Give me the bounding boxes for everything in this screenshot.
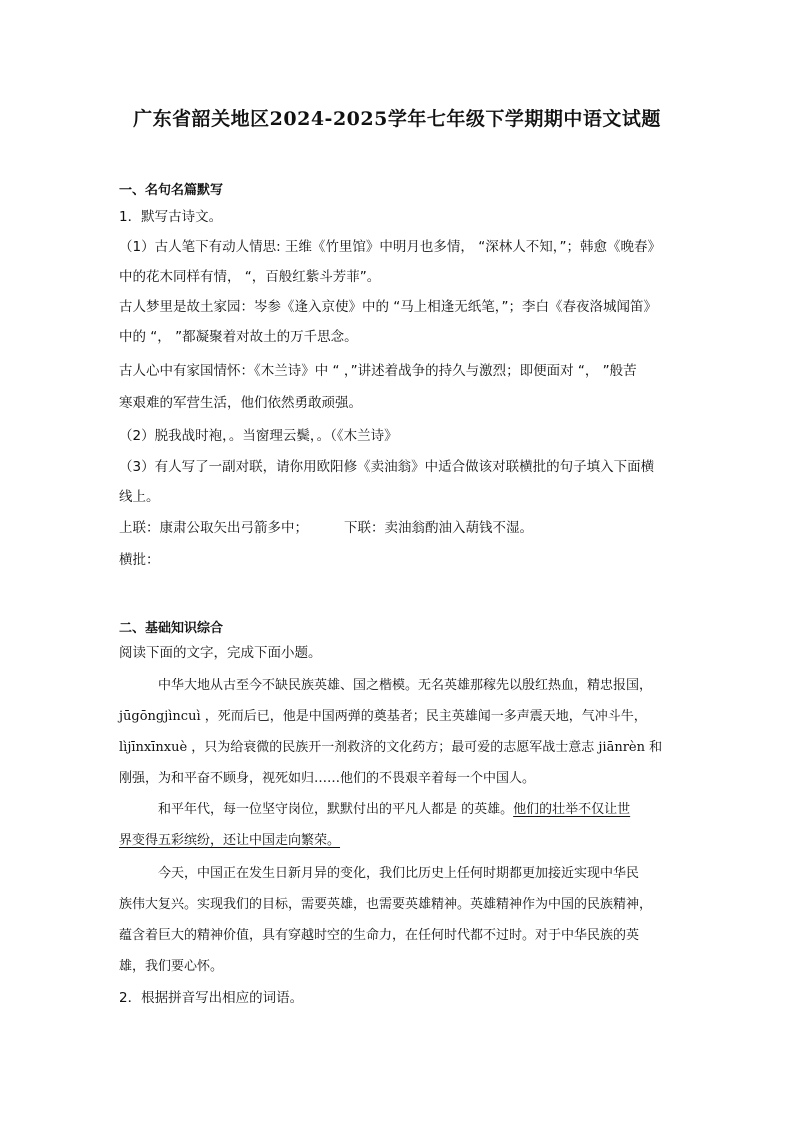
passage-p3-line-4: 雄，我们要心怀。 bbox=[119, 959, 224, 974]
section1-line-4: 中的 “， ”都凝聚着对故土的万千思念。 bbox=[119, 329, 358, 345]
passage-p1-line-3: lìjīnxīnxuè ，只为给衰微的民族开一剂救济的文化药方；最可爱的志愿军战士意志 jiānrèn 和 bbox=[119, 740, 663, 755]
section1-line-3: 古人梦里是故土家园：岑参《逢入京使》中的 “马上相逢无纸笔，”；李白《春夜洛城闻笛》 bbox=[119, 299, 658, 315]
couplet-upper: 上联：康肃公取矢出弓箭多中； bbox=[119, 520, 308, 536]
section1-heading: 一、名句名篇默写 bbox=[119, 183, 224, 198]
passage-p1-line-4: 刚强，为和平奋不顾身，视死如归……他们的不畏艰辛着每一个中国人。 bbox=[119, 771, 536, 786]
horizontal-scroll-label: 横批： bbox=[119, 552, 160, 568]
section2-intro: 阅读下面的文字，完成下面小题。 bbox=[119, 645, 322, 661]
underlined-sentence-part-2: 界变得五彩缤纷，还让中国走向繁荣。 bbox=[119, 833, 341, 848]
passage-p1-line-2: jūgōngjìncuì ，死而后已，他是中国两弹的奠基者；民主英雄闻一多声震天地，气冲斗牛， bbox=[119, 709, 647, 724]
section1-line-1: （1）古人笔下有动人情思: 王维《竹里馆》中明月也多情， “深林人不知，”；韩愈《晚春》 bbox=[119, 239, 661, 255]
section1-line-8: （3）有人写了一副对联，请你用欧阳修《卖油翁》中适合做该对联横批的句子填入下面横 bbox=[119, 459, 655, 475]
passage-p1-line-1: 中华大地从古至今不缺民族英雄、国之楷模。无名英雄那稼先以殷红热血，精忠报国， bbox=[158, 678, 653, 693]
section2-heading: 二、基础知识综合 bbox=[119, 621, 224, 636]
underlined-sentence-part-1: 他们的壮举不仅让世 bbox=[513, 802, 631, 817]
passage-p2-text: 和平年代，每一位坚守岗位，默默付出的平凡人都是 的英雄。 bbox=[158, 802, 514, 817]
section1-line-6: 寒艰难的军营生活，他们依然勇敢顽强。 bbox=[119, 395, 362, 411]
section1-line-7: （2）脱我战时袍，。当窗理云鬓，。（《木兰诗》 bbox=[119, 428, 398, 444]
passage-p3-line-3: 蕴含着巨大的精神价值，具有穿越时空的生命力，在任何时代都不过时。对于中华民族的英 bbox=[119, 928, 640, 943]
passage-p3-line-2: 族伟大复兴。实现我们的目标，需要英雄，也需要英雄精神。英雄精神作为中国的民族精神， bbox=[119, 897, 653, 912]
couplet-row bbox=[119, 518, 679, 538]
passage-p2-line-1 bbox=[158, 800, 718, 820]
couplet-lower: 下联：卖油翁酌油入葫钱不湿。 bbox=[344, 520, 533, 536]
section1-line-2: 中的花木同样有情， “，百般红紫斗芳菲”。 bbox=[119, 269, 381, 285]
section1-line-5: 古人心中有家国情怀：《木兰诗》中 “ ，”讲述着战争的持久与激烈；即便面对 “， ”般苦 bbox=[119, 363, 637, 379]
question-1-label: 1．默写古诗文。 bbox=[119, 209, 223, 225]
section1-line-9: 线上。 bbox=[119, 489, 160, 505]
page-title: 广东省韶关地区2024-2025学年七年级下学期期中语文试题 bbox=[133, 108, 661, 130]
passage-p3-line-1: 今天，中国正在发生日新月异的变化，我们比历史上任何时期都更加接近实现中华民 bbox=[158, 866, 640, 881]
passage-p2-line-2 bbox=[119, 831, 679, 851]
question-2-label: 2．根据拼音写出相应的词语。 bbox=[119, 990, 304, 1006]
